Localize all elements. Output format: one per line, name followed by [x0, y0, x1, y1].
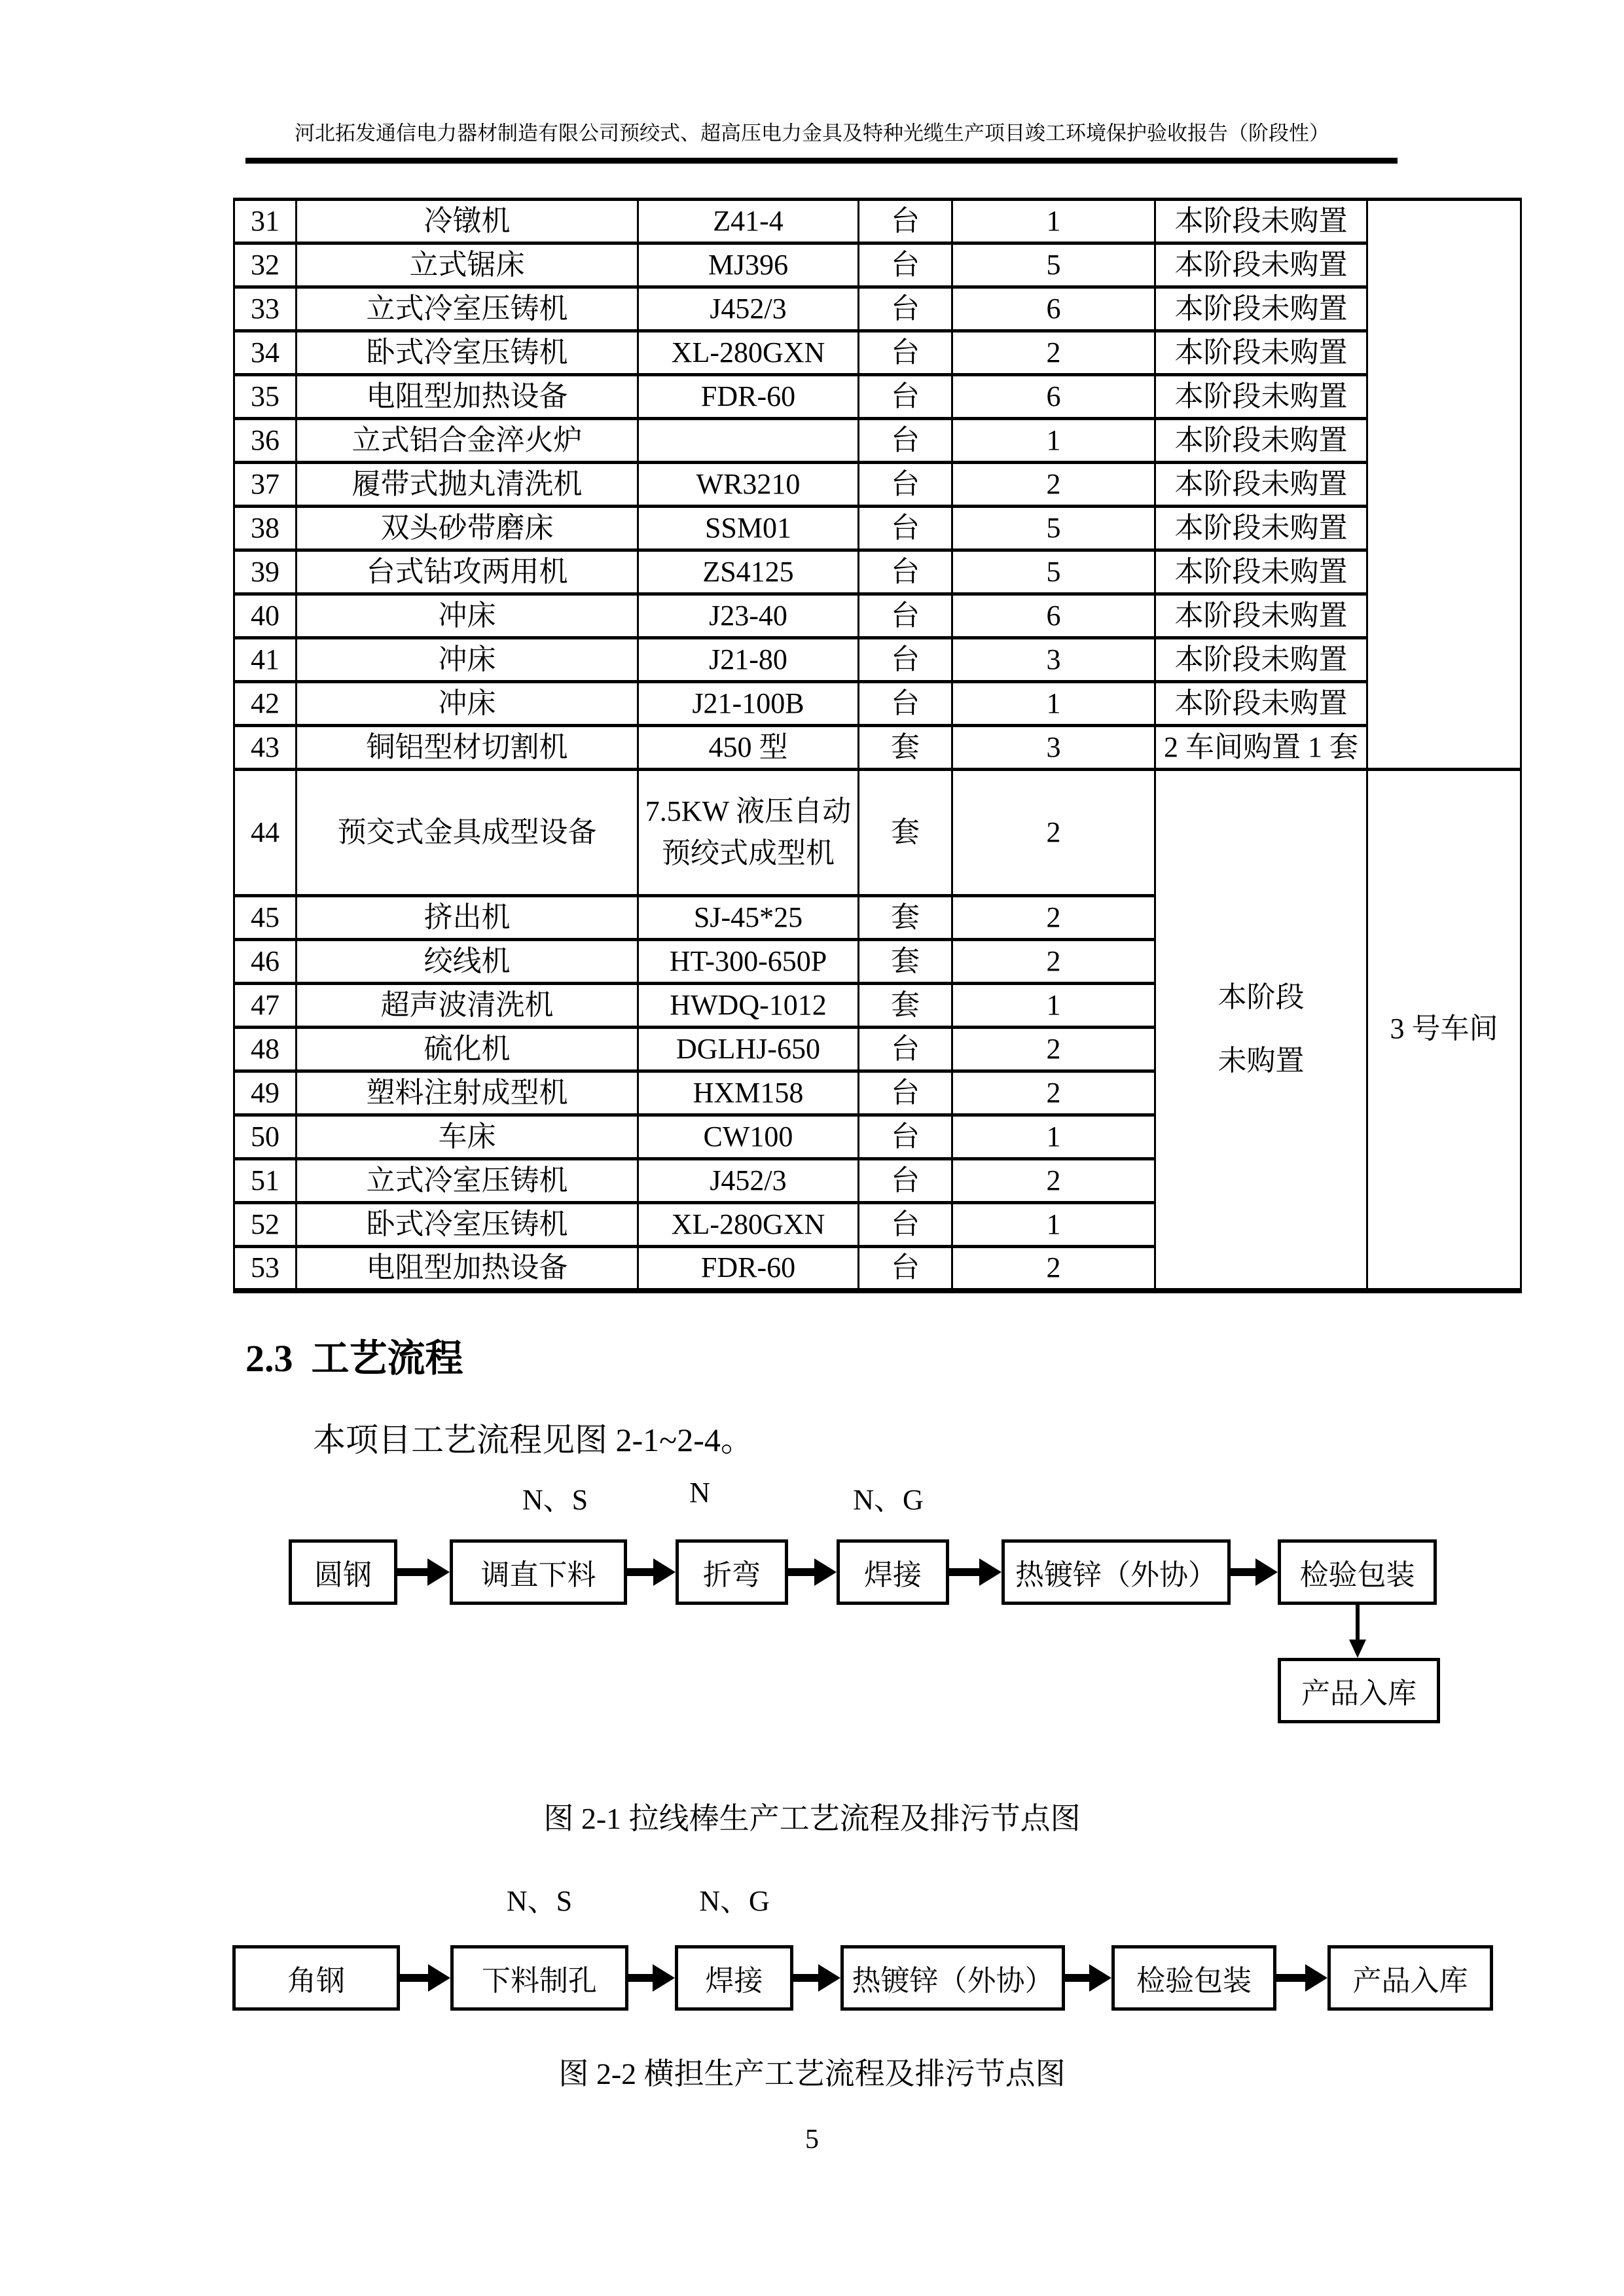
merged-remark-line: 未购置	[1218, 1044, 1305, 1077]
cell-serial-no: 42	[234, 682, 297, 726]
cell-model: XL-280GXN	[638, 1203, 859, 1247]
cell-serial-no: 53	[234, 1247, 297, 1291]
cell-equipment-name: 立式冷室压铸机	[297, 1159, 638, 1203]
cell-equipment-name: 铜铝型材切割机	[297, 726, 638, 770]
table-row	[234, 594, 1521, 638]
flow2-annotation-1: N、G	[699, 1885, 770, 1917]
cell-equipment-name: 冲床	[297, 682, 638, 726]
cell-quantity: 1	[952, 682, 1155, 726]
cell-model: FDR-60	[638, 1247, 859, 1291]
cell-workshop-merged: 3 号车间	[1367, 770, 1521, 1291]
cell-equipment-name: 卧式冷室压铸机	[297, 331, 638, 375]
cell-remark: 2 车间购置 1 套	[1155, 726, 1367, 770]
cell-equipment-name: 硫化机	[297, 1028, 638, 1071]
cell-unit: 台	[859, 287, 952, 331]
cell-model: FDR-60	[638, 375, 859, 419]
cell-equipment-name: 立式铝合金淬火炉	[297, 419, 638, 463]
flow1-annotation-0: N、S	[522, 1484, 588, 1516]
cell-equipment-name: 双头砂带磨床	[297, 507, 638, 550]
cell-quantity: 3	[952, 726, 1155, 770]
section-title: 工艺流程	[311, 1337, 463, 1380]
cell-quantity: 2	[952, 463, 1155, 507]
page-header-title: 河北拓发通信电力器材制造有限公司预绞式、超高压电力金具及特种光缆生产项目竣工环境保护验收报告（阶段性）	[295, 122, 1329, 145]
cell-serial-no: 38	[234, 507, 297, 550]
cell-serial-no: 35	[234, 375, 297, 419]
cell-equipment-name: 挤出机	[297, 896, 638, 940]
cell-serial-no: 41	[234, 638, 297, 682]
cell-quantity: 1	[952, 1203, 1155, 1247]
cell-unit: 套	[859, 726, 952, 770]
cell-remark: 本阶段未购置	[1155, 550, 1367, 594]
cell-model: SJ-45*25	[638, 896, 859, 940]
cell-unit: 台	[859, 419, 952, 463]
cell-model: J452/3	[638, 287, 859, 331]
cell-model: HWDQ-1012	[638, 984, 859, 1028]
cell-remark: 本阶段未购置	[1155, 200, 1367, 243]
cell-serial-no: 33	[234, 287, 297, 331]
cell-unit: 台	[859, 1203, 952, 1247]
cell-quantity: 2	[952, 331, 1155, 375]
cell-unit: 台	[859, 331, 952, 375]
cell-model: J21-80	[638, 638, 859, 682]
table-row	[234, 726, 1521, 770]
cell-model: 450 型	[638, 726, 859, 770]
flow1-step-box: 折弯	[676, 1539, 788, 1605]
table-row	[234, 463, 1521, 507]
arrow-right-icon	[1065, 1964, 1111, 1992]
cell-model: Z41-4	[638, 200, 859, 243]
cell-serial-no: 36	[234, 419, 297, 463]
cell-model: J23-40	[638, 594, 859, 638]
table-row	[234, 331, 1521, 375]
cell-unit: 套	[859, 770, 952, 896]
flow1-step-box: 焊接	[837, 1539, 949, 1605]
cell-unit: 套	[859, 896, 952, 940]
cell-model: MJ396	[638, 243, 859, 287]
cell-quantity: 1	[952, 200, 1155, 243]
cell-quantity: 2	[952, 896, 1155, 940]
cell-equipment-name: 冲床	[297, 594, 638, 638]
cell-remark: 本阶段未购置	[1155, 507, 1367, 550]
table-row	[234, 375, 1521, 419]
merged-remark-line: 本阶段	[1218, 980, 1305, 1013]
cell-equipment-name: 电阻型加热设备	[297, 375, 638, 419]
cell-unit: 台	[859, 638, 952, 682]
cell-equipment-name: 塑料注射成型机	[297, 1071, 638, 1115]
cell-quantity: 5	[952, 507, 1155, 550]
arrow-right-icon	[627, 1558, 676, 1586]
cell-quantity: 1	[952, 1115, 1155, 1159]
flow1-step-box: 圆钢	[289, 1539, 397, 1605]
arrow-right-icon	[400, 1964, 450, 1992]
cell-model: DGLHJ-650	[638, 1028, 859, 1071]
cell-serial-no: 31	[234, 200, 297, 243]
arrow-right-icon	[788, 1558, 837, 1586]
flow1-final-box: 产品入库	[1278, 1658, 1440, 1723]
cell-serial-no: 46	[234, 940, 297, 984]
flow2-step-box: 热镀锌（外协）	[840, 1945, 1065, 2011]
flow1-step-box: 热镀锌（外协）	[1001, 1539, 1231, 1605]
cell-quantity: 6	[952, 287, 1155, 331]
cell-quantity: 2	[952, 940, 1155, 984]
cell-unit: 台	[859, 243, 952, 287]
cell-equipment-name: 电阻型加热设备	[297, 1247, 638, 1291]
cell-model: J21-100B	[638, 682, 859, 726]
cell-quantity: 1	[952, 419, 1155, 463]
cell-remark: 本阶段未购置	[1155, 331, 1367, 375]
cell-unit: 台	[859, 1028, 952, 1071]
cell-unit: 台	[859, 200, 952, 243]
cell-equipment-name: 冲床	[297, 638, 638, 682]
cell-equipment-name: 立式锯床	[297, 243, 638, 287]
cell-remark: 本阶段未购置	[1155, 375, 1367, 419]
cell-equipment-name: 冷镦机	[297, 200, 638, 243]
cell-workshop-continued	[1367, 200, 1521, 770]
cell-quantity: 6	[952, 375, 1155, 419]
cell-unit: 套	[859, 940, 952, 984]
cell-unit: 台	[859, 1071, 952, 1115]
cell-serial-no: 40	[234, 594, 297, 638]
cell-equipment-name: 绞线机	[297, 940, 638, 984]
table-row	[234, 200, 1521, 243]
arrow-down-icon	[1349, 1605, 1366, 1658]
cell-model: SSM01	[638, 507, 859, 550]
cell-serial-no: 45	[234, 896, 297, 940]
cell-quantity: 2	[952, 1028, 1155, 1071]
cell-remark: 本阶段未购置	[1155, 594, 1367, 638]
arrow-right-icon	[628, 1964, 675, 1992]
table-row	[234, 507, 1521, 550]
cell-equipment-name: 卧式冷室压铸机	[297, 1203, 638, 1247]
cell-unit: 台	[859, 375, 952, 419]
cell-quantity: 1	[952, 984, 1155, 1028]
flow2-step-box: 下料制孔	[450, 1945, 628, 2011]
cell-remark: 本阶段未购置	[1155, 419, 1367, 463]
flow2-annotation-0: N、S	[506, 1885, 573, 1917]
cell-serial-no: 52	[234, 1203, 297, 1247]
cell-model: CW100	[638, 1115, 859, 1159]
cell-quantity: 5	[952, 243, 1155, 287]
flow2-step-box: 产品入库	[1327, 1945, 1493, 2011]
cell-equipment-name: 车床	[297, 1115, 638, 1159]
figure-caption-2-1: 图 2-1 拉线棒生产工艺流程及排污节点图	[543, 1802, 1081, 1835]
cell-equipment-name: 台式钻攻两用机	[297, 550, 638, 594]
section-number: 2.3	[245, 1337, 293, 1380]
cell-serial-no: 34	[234, 331, 297, 375]
body-paragraph: 本项目工艺流程见图 2-1~2-4。	[313, 1422, 753, 1458]
flow2-step-box: 焊接	[675, 1945, 793, 2011]
cell-serial-no: 43	[234, 726, 297, 770]
cell-serial-no: 37	[234, 463, 297, 507]
cell-unit: 台	[859, 1159, 952, 1203]
cell-model: XL-280GXN	[638, 331, 859, 375]
cell-unit: 台	[859, 1247, 952, 1291]
table-row	[234, 682, 1521, 726]
cell-unit: 台	[859, 594, 952, 638]
cell-unit: 台	[859, 507, 952, 550]
cell-serial-no: 39	[234, 550, 297, 594]
cell-unit: 套	[859, 984, 952, 1028]
flow1-step-box: 调直下料	[450, 1539, 627, 1605]
cell-equipment-name: 立式冷室压铸机	[297, 287, 638, 331]
cell-remark: 本阶段未购置	[1155, 682, 1367, 726]
cell-remark: 本阶段未购置	[1155, 287, 1367, 331]
cell-quantity: 2	[952, 1159, 1155, 1203]
cell-unit: 台	[859, 550, 952, 594]
table-row	[234, 638, 1521, 682]
cell-remark: 本阶段未购置	[1155, 243, 1367, 287]
section-heading	[245, 1327, 463, 1382]
cell-unit: 台	[859, 682, 952, 726]
arrow-right-icon	[397, 1558, 450, 1586]
flow1-step-box: 检验包装	[1278, 1539, 1437, 1605]
table-row	[234, 419, 1521, 463]
cell-model: HT-300-650P	[638, 940, 859, 984]
cell-quantity: 6	[952, 594, 1155, 638]
cell-serial-no: 49	[234, 1071, 297, 1115]
cell-equipment-name: 履带式抛丸清洗机	[297, 463, 638, 507]
table-row	[234, 770, 1521, 896]
header-rule	[245, 158, 1398, 164]
equipment-table	[233, 198, 1522, 1293]
cell-serial-no: 32	[234, 243, 297, 287]
cell-remark-merged	[1155, 770, 1367, 1291]
cell-remark: 本阶段未购置	[1155, 463, 1367, 507]
cell-equipment-name: 超声波清洗机	[297, 984, 638, 1028]
cell-model: 7.5KW 液压自动预绞式成型机	[638, 770, 859, 896]
cell-quantity: 2	[952, 1071, 1155, 1115]
cell-unit: 台	[859, 463, 952, 507]
cell-serial-no: 51	[234, 1159, 297, 1203]
cell-model: WR3210	[638, 463, 859, 507]
cell-model	[638, 419, 859, 463]
page-number: 5	[805, 2125, 819, 2155]
cell-serial-no: 44	[234, 770, 297, 896]
table-row	[234, 243, 1521, 287]
cell-model: J452/3	[638, 1159, 859, 1203]
cell-remark: 本阶段未购置	[1155, 638, 1367, 682]
arrow-right-icon	[1231, 1558, 1278, 1586]
cell-serial-no: 50	[234, 1115, 297, 1159]
equipment-table-body	[234, 200, 1521, 1291]
cell-quantity: 3	[952, 638, 1155, 682]
flow2-step-box: 角钢	[232, 1945, 400, 2011]
cell-unit: 台	[859, 1115, 952, 1159]
arrow-right-icon	[949, 1558, 1001, 1586]
cell-serial-no: 48	[234, 1028, 297, 1071]
table-row	[234, 550, 1521, 594]
flow1-annotation-1: N	[689, 1477, 710, 1509]
arrow-right-icon	[1276, 1964, 1327, 1992]
cell-quantity: 2	[952, 1247, 1155, 1291]
cell-equipment-name: 预交式金具成型设备	[297, 770, 638, 896]
cell-model: HXM158	[638, 1071, 859, 1115]
figure-caption-2-2: 图 2-2 横担生产工艺流程及排污节点图	[558, 2057, 1066, 2090]
flow1-annotation-2: N、G	[853, 1484, 924, 1516]
flow2-step-box: 检验包装	[1111, 1945, 1276, 2011]
cell-model: ZS4125	[638, 550, 859, 594]
cell-quantity: 5	[952, 550, 1155, 594]
cell-quantity: 2	[952, 770, 1155, 896]
arrow-right-icon	[793, 1964, 840, 1992]
table-row	[234, 287, 1521, 331]
cell-serial-no: 47	[234, 984, 297, 1028]
